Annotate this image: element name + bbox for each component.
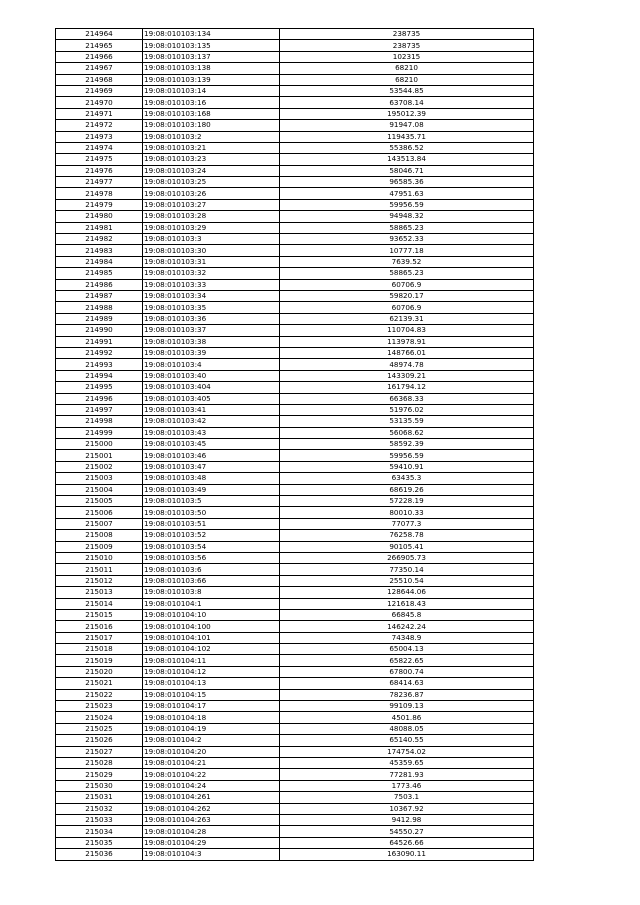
- row-number-cell: 214966: [56, 51, 143, 62]
- cadastral-number-cell: 19:08:010103:23: [143, 154, 280, 165]
- value-cell: 7503.1: [280, 792, 534, 803]
- value-cell: 68414.63: [280, 678, 534, 689]
- table-row: [56, 439, 534, 450]
- row-number-cell: 214988: [56, 302, 143, 313]
- table-row: [56, 74, 534, 85]
- value-cell: 48088.05: [280, 723, 534, 734]
- value-cell: 55386.52: [280, 142, 534, 153]
- table-row: [56, 336, 534, 347]
- table-row: [56, 530, 534, 541]
- value-cell: 58865.23: [280, 268, 534, 279]
- table-row: [56, 313, 534, 324]
- table-row: [56, 347, 534, 358]
- row-number-cell: 214981: [56, 222, 143, 233]
- cadastral-number-cell: 19:08:010104:12: [143, 666, 280, 677]
- value-cell: 146242.24: [280, 621, 534, 632]
- value-cell: 58592.39: [280, 439, 534, 450]
- row-number-cell: 215028: [56, 758, 143, 769]
- row-number-cell: 214993: [56, 359, 143, 370]
- value-cell: 60706.9: [280, 302, 534, 313]
- cadastral-number-cell: 19:08:010103:139: [143, 74, 280, 85]
- table-row: [56, 701, 534, 712]
- row-number-cell: 214983: [56, 245, 143, 256]
- value-cell: 77281.93: [280, 769, 534, 780]
- value-cell: 90105.41: [280, 541, 534, 552]
- table-row: [56, 803, 534, 814]
- table-row: [56, 359, 534, 370]
- cadastral-number-cell: 19:08:010104:28: [143, 826, 280, 837]
- cadastral-number-cell: 19:08:010103:404: [143, 382, 280, 393]
- table-row: [56, 473, 534, 484]
- table-row: [56, 177, 534, 188]
- cadastral-number-cell: 19:08:010103:66: [143, 575, 280, 586]
- row-number-cell: 215022: [56, 689, 143, 700]
- table-row: [56, 780, 534, 791]
- table-row: [56, 199, 534, 210]
- row-number-cell: 215031: [56, 792, 143, 803]
- cadastral-number-cell: 19:08:010104:261: [143, 792, 280, 803]
- table-row: [56, 222, 534, 233]
- table-row: [56, 826, 534, 837]
- cadastral-number-cell: 19:08:010103:38: [143, 336, 280, 347]
- value-cell: 62139.31: [280, 313, 534, 324]
- row-number-cell: 214997: [56, 404, 143, 415]
- cadastral-number-cell: 19:08:010103:34: [143, 290, 280, 301]
- document-sheet: [55, 28, 532, 861]
- table-row: [56, 609, 534, 620]
- cadastral-number-cell: 19:08:010104:10: [143, 609, 280, 620]
- table-row: [56, 792, 534, 803]
- table-row: [56, 211, 534, 222]
- row-number-cell: 214991: [56, 336, 143, 347]
- cadastral-number-cell: 19:08:010103:28: [143, 211, 280, 222]
- value-cell: 99109.13: [280, 701, 534, 712]
- row-number-cell: 215016: [56, 621, 143, 632]
- cadastral-number-cell: 19:08:010103:5: [143, 496, 280, 507]
- row-number-cell: 214976: [56, 165, 143, 176]
- row-number-cell: 214989: [56, 313, 143, 324]
- value-cell: 65140.55: [280, 735, 534, 746]
- table-row: [56, 552, 534, 563]
- table-row: [56, 518, 534, 529]
- row-number-cell: 214978: [56, 188, 143, 199]
- table-row: [56, 256, 534, 267]
- row-number-cell: 215030: [56, 780, 143, 791]
- cadastral-number-cell: 19:08:010103:135: [143, 40, 280, 51]
- value-cell: 74348.9: [280, 632, 534, 643]
- table-row: [56, 541, 534, 552]
- cadastral-number-cell: 19:08:010103:180: [143, 120, 280, 131]
- cadastral-number-cell: 19:08:010103:168: [143, 108, 280, 119]
- value-cell: 51976.02: [280, 404, 534, 415]
- row-number-cell: 215015: [56, 609, 143, 620]
- row-number-cell: 214967: [56, 63, 143, 74]
- table-row: [56, 655, 534, 666]
- row-number-cell: 215001: [56, 450, 143, 461]
- cadastral-number-cell: 19:08:010104:17: [143, 701, 280, 712]
- value-cell: 91947.08: [280, 120, 534, 131]
- cadastral-number-cell: 19:08:010103:3: [143, 234, 280, 245]
- table-body: [56, 29, 534, 861]
- row-number-cell: 214992: [56, 347, 143, 358]
- table-row: [56, 484, 534, 495]
- value-cell: 143309.21: [280, 370, 534, 381]
- row-number-cell: 215013: [56, 587, 143, 598]
- table-row: [56, 507, 534, 518]
- value-cell: 93652.33: [280, 234, 534, 245]
- value-cell: 68210: [280, 63, 534, 74]
- value-cell: 59956.59: [280, 199, 534, 210]
- cadastral-number-cell: 19:08:010104:21: [143, 758, 280, 769]
- cadastral-number-cell: 19:08:010103:43: [143, 427, 280, 438]
- value-cell: 195012.39: [280, 108, 534, 119]
- row-number-cell: 215012: [56, 575, 143, 586]
- cadastral-number-cell: 19:08:010104:100: [143, 621, 280, 632]
- value-cell: 119435.71: [280, 131, 534, 142]
- cadastral-number-cell: 19:08:010103:21: [143, 142, 280, 153]
- cadastral-number-cell: 19:08:010103:4: [143, 359, 280, 370]
- cadastral-number-cell: 19:08:010104:29: [143, 837, 280, 848]
- value-cell: 77077.3: [280, 518, 534, 529]
- value-cell: 174754.02: [280, 746, 534, 757]
- row-number-cell: 214987: [56, 290, 143, 301]
- table-row: [56, 769, 534, 780]
- cadastral-number-cell: 19:08:010103:8: [143, 587, 280, 598]
- value-cell: 1773.46: [280, 780, 534, 791]
- cadastral-number-cell: 19:08:010104:24: [143, 780, 280, 791]
- value-cell: 47951.63: [280, 188, 534, 199]
- row-number-cell: 215000: [56, 439, 143, 450]
- row-number-cell: 214975: [56, 154, 143, 165]
- table-row: [56, 51, 534, 62]
- cadastral-number-cell: 19:08:010103:40: [143, 370, 280, 381]
- row-number-cell: 214998: [56, 416, 143, 427]
- row-number-cell: 215025: [56, 723, 143, 734]
- cadastral-number-cell: 19:08:010103:56: [143, 552, 280, 563]
- value-cell: 68210: [280, 74, 534, 85]
- table-row: [56, 370, 534, 381]
- value-cell: 148766.01: [280, 347, 534, 358]
- row-number-cell: 215032: [56, 803, 143, 814]
- cadastral-number-cell: 19:08:010103:29: [143, 222, 280, 233]
- table-row: [56, 758, 534, 769]
- row-number-cell: 214994: [56, 370, 143, 381]
- cadastral-number-cell: 19:08:010103:48: [143, 473, 280, 484]
- row-number-cell: 215002: [56, 461, 143, 472]
- cadastral-number-cell: 19:08:010104:13: [143, 678, 280, 689]
- value-cell: 238735: [280, 40, 534, 51]
- cadastral-number-cell: 19:08:010103:31: [143, 256, 280, 267]
- table-row: [56, 40, 534, 51]
- value-cell: 128644.06: [280, 587, 534, 598]
- row-number-cell: 215005: [56, 496, 143, 507]
- row-number-cell: 215033: [56, 814, 143, 825]
- value-cell: 102315: [280, 51, 534, 62]
- value-cell: 7639.52: [280, 256, 534, 267]
- table-row: [56, 632, 534, 643]
- row-number-cell: 214999: [56, 427, 143, 438]
- cadastral-number-cell: 19:08:010103:35: [143, 302, 280, 313]
- row-number-cell: 214972: [56, 120, 143, 131]
- value-cell: 60706.9: [280, 279, 534, 290]
- table-row: [56, 268, 534, 279]
- table-row: [56, 837, 534, 848]
- row-number-cell: 215006: [56, 507, 143, 518]
- value-cell: 59820.17: [280, 290, 534, 301]
- value-cell: 59956.59: [280, 450, 534, 461]
- row-number-cell: 214971: [56, 108, 143, 119]
- cadastral-number-cell: 19:08:010103:41: [143, 404, 280, 415]
- row-number-cell: 214982: [56, 234, 143, 245]
- table-row: [56, 165, 534, 176]
- row-number-cell: 215003: [56, 473, 143, 484]
- cadastral-number-cell: 19:08:010104:22: [143, 769, 280, 780]
- row-number-cell: 215026: [56, 735, 143, 746]
- cadastral-number-cell: 19:08:010104:18: [143, 712, 280, 723]
- value-cell: 96585.36: [280, 177, 534, 188]
- cadastral-number-cell: 19:08:010104:15: [143, 689, 280, 700]
- table-row: [56, 461, 534, 472]
- row-number-cell: 215020: [56, 666, 143, 677]
- value-cell: 76258.78: [280, 530, 534, 541]
- row-number-cell: 215029: [56, 769, 143, 780]
- table-row: [56, 496, 534, 507]
- row-number-cell: 215018: [56, 644, 143, 655]
- row-number-cell: 214973: [56, 131, 143, 142]
- table-row: [56, 621, 534, 632]
- value-cell: 57228.19: [280, 496, 534, 507]
- table-row: [56, 450, 534, 461]
- cadastral-number-cell: 19:08:010104:11: [143, 655, 280, 666]
- value-cell: 121618.43: [280, 598, 534, 609]
- cadastral-number-cell: 19:08:010104:101: [143, 632, 280, 643]
- cadastral-number-cell: 19:08:010103:405: [143, 393, 280, 404]
- value-cell: 65004.13: [280, 644, 534, 655]
- value-cell: 63708.14: [280, 97, 534, 108]
- value-cell: 56068.62: [280, 427, 534, 438]
- table-row: [56, 382, 534, 393]
- table-row: [56, 598, 534, 609]
- row-number-cell: 215007: [56, 518, 143, 529]
- cadastral-number-cell: 19:08:010103:26: [143, 188, 280, 199]
- cadastral-number-cell: 19:08:010104:20: [143, 746, 280, 757]
- cadastral-number-cell: 19:08:010103:24: [143, 165, 280, 176]
- table-row: [56, 108, 534, 119]
- cadastral-number-cell: 19:08:010103:47: [143, 461, 280, 472]
- row-number-cell: 215011: [56, 564, 143, 575]
- table-row: [56, 325, 534, 336]
- table-row: [56, 416, 534, 427]
- value-cell: 80010.33: [280, 507, 534, 518]
- value-cell: 10777.18: [280, 245, 534, 256]
- row-number-cell: 214965: [56, 40, 143, 51]
- row-number-cell: 214984: [56, 256, 143, 267]
- value-cell: 68619.26: [280, 484, 534, 495]
- value-cell: 143513.84: [280, 154, 534, 165]
- table-row: [56, 427, 534, 438]
- value-cell: 63435.3: [280, 473, 534, 484]
- value-cell: 77350.14: [280, 564, 534, 575]
- cadastral-number-cell: 19:08:010103:138: [143, 63, 280, 74]
- value-cell: 65822.65: [280, 655, 534, 666]
- table-row: [56, 587, 534, 598]
- cadastral-number-cell: 19:08:010103:33: [143, 279, 280, 290]
- cadastral-number-cell: 19:08:010103:42: [143, 416, 280, 427]
- row-number-cell: 214986: [56, 279, 143, 290]
- row-number-cell: 215024: [56, 712, 143, 723]
- cadastral-number-cell: 19:08:010103:46: [143, 450, 280, 461]
- cadastral-number-cell: 19:08:010103:2: [143, 131, 280, 142]
- cadastral-number-cell: 19:08:010103:50: [143, 507, 280, 518]
- row-number-cell: 215008: [56, 530, 143, 541]
- value-cell: 266905.73: [280, 552, 534, 563]
- value-cell: 45359.65: [280, 758, 534, 769]
- table-row: [56, 723, 534, 734]
- cadastral-number-cell: 19:08:010103:37: [143, 325, 280, 336]
- row-number-cell: 214995: [56, 382, 143, 393]
- row-number-cell: 215027: [56, 746, 143, 757]
- cadastral-number-cell: 19:08:010103:27: [143, 199, 280, 210]
- table-row: [56, 131, 534, 142]
- value-cell: 110704.83: [280, 325, 534, 336]
- table-row: [56, 393, 534, 404]
- cadastral-number-cell: 19:08:010103:51: [143, 518, 280, 529]
- value-cell: 25510.54: [280, 575, 534, 586]
- cadastral-number-cell: 19:08:010103:45: [143, 439, 280, 450]
- value-cell: 58865.23: [280, 222, 534, 233]
- value-cell: 238735: [280, 29, 534, 40]
- row-number-cell: 214977: [56, 177, 143, 188]
- value-cell: 9412.98: [280, 814, 534, 825]
- cadastral-number-cell: 19:08:010103:36: [143, 313, 280, 324]
- table-row: [56, 279, 534, 290]
- table-row: [56, 644, 534, 655]
- row-number-cell: 215035: [56, 837, 143, 848]
- cadastral-number-cell: 19:08:010104:3: [143, 849, 280, 860]
- data-table: [55, 28, 534, 861]
- row-number-cell: 214970: [56, 97, 143, 108]
- value-cell: 163090.11: [280, 849, 534, 860]
- value-cell: 113978.91: [280, 336, 534, 347]
- cadastral-number-cell: 19:08:010104:19: [143, 723, 280, 734]
- cadastral-number-cell: 19:08:010103:52: [143, 530, 280, 541]
- table-row: [56, 666, 534, 677]
- cadastral-number-cell: 19:08:010103:49: [143, 484, 280, 495]
- value-cell: 10367.92: [280, 803, 534, 814]
- row-number-cell: 214964: [56, 29, 143, 40]
- table-row: [56, 85, 534, 96]
- value-cell: 54550.27: [280, 826, 534, 837]
- cadastral-number-cell: 19:08:010103:30: [143, 245, 280, 256]
- cadastral-number-cell: 19:08:010103:39: [143, 347, 280, 358]
- row-number-cell: 215034: [56, 826, 143, 837]
- row-number-cell: 214990: [56, 325, 143, 336]
- value-cell: 66845.8: [280, 609, 534, 620]
- row-number-cell: 215010: [56, 552, 143, 563]
- value-cell: 66368.33: [280, 393, 534, 404]
- row-number-cell: 214996: [56, 393, 143, 404]
- row-number-cell: 214985: [56, 268, 143, 279]
- row-number-cell: 215004: [56, 484, 143, 495]
- value-cell: 67800.74: [280, 666, 534, 677]
- value-cell: 48974.78: [280, 359, 534, 370]
- row-number-cell: 214968: [56, 74, 143, 85]
- value-cell: 161794.12: [280, 382, 534, 393]
- table-row: [56, 245, 534, 256]
- table-row: [56, 142, 534, 153]
- table-row: [56, 689, 534, 700]
- row-number-cell: 215019: [56, 655, 143, 666]
- table-row: [56, 735, 534, 746]
- cadastral-number-cell: 19:08:010103:25: [143, 177, 280, 188]
- value-cell: 94948.32: [280, 211, 534, 222]
- row-number-cell: 215009: [56, 541, 143, 552]
- row-number-cell: 215021: [56, 678, 143, 689]
- table-row: [56, 29, 534, 40]
- row-number-cell: 215017: [56, 632, 143, 643]
- value-cell: 53135.59: [280, 416, 534, 427]
- row-number-cell: 214969: [56, 85, 143, 96]
- table-row: [56, 575, 534, 586]
- cadastral-number-cell: 19:08:010103:137: [143, 51, 280, 62]
- table-row: [56, 814, 534, 825]
- table-row: [56, 120, 534, 131]
- row-number-cell: 214974: [56, 142, 143, 153]
- row-number-cell: 215023: [56, 701, 143, 712]
- table-row: [56, 404, 534, 415]
- cadastral-number-cell: 19:08:010103:54: [143, 541, 280, 552]
- cadastral-number-cell: 19:08:010103:134: [143, 29, 280, 40]
- table-row: [56, 849, 534, 860]
- table-row: [56, 712, 534, 723]
- value-cell: 78236.87: [280, 689, 534, 700]
- cadastral-number-cell: 19:08:010103:6: [143, 564, 280, 575]
- table-row: [56, 564, 534, 575]
- cadastral-number-cell: 19:08:010103:16: [143, 97, 280, 108]
- table-row: [56, 63, 534, 74]
- cadastral-number-cell: 19:08:010104:263: [143, 814, 280, 825]
- table-row: [56, 154, 534, 165]
- value-cell: 58046.71: [280, 165, 534, 176]
- row-number-cell: 215036: [56, 849, 143, 860]
- value-cell: 59410.91: [280, 461, 534, 472]
- table-row: [56, 746, 534, 757]
- cadastral-number-cell: 19:08:010104:262: [143, 803, 280, 814]
- cadastral-number-cell: 19:08:010103:32: [143, 268, 280, 279]
- cadastral-number-cell: 19:08:010104:102: [143, 644, 280, 655]
- row-number-cell: 214979: [56, 199, 143, 210]
- table-row: [56, 234, 534, 245]
- row-number-cell: 215014: [56, 598, 143, 609]
- table-row: [56, 97, 534, 108]
- value-cell: 53544.85: [280, 85, 534, 96]
- table-row: [56, 302, 534, 313]
- table-row: [56, 290, 534, 301]
- value-cell: 64526.66: [280, 837, 534, 848]
- cadastral-number-cell: 19:08:010104:2: [143, 735, 280, 746]
- table-row: [56, 188, 534, 199]
- cadastral-number-cell: 19:08:010103:14: [143, 85, 280, 96]
- table-row: [56, 678, 534, 689]
- cadastral-number-cell: 19:08:010104:1: [143, 598, 280, 609]
- row-number-cell: 214980: [56, 211, 143, 222]
- value-cell: 4501.86: [280, 712, 534, 723]
